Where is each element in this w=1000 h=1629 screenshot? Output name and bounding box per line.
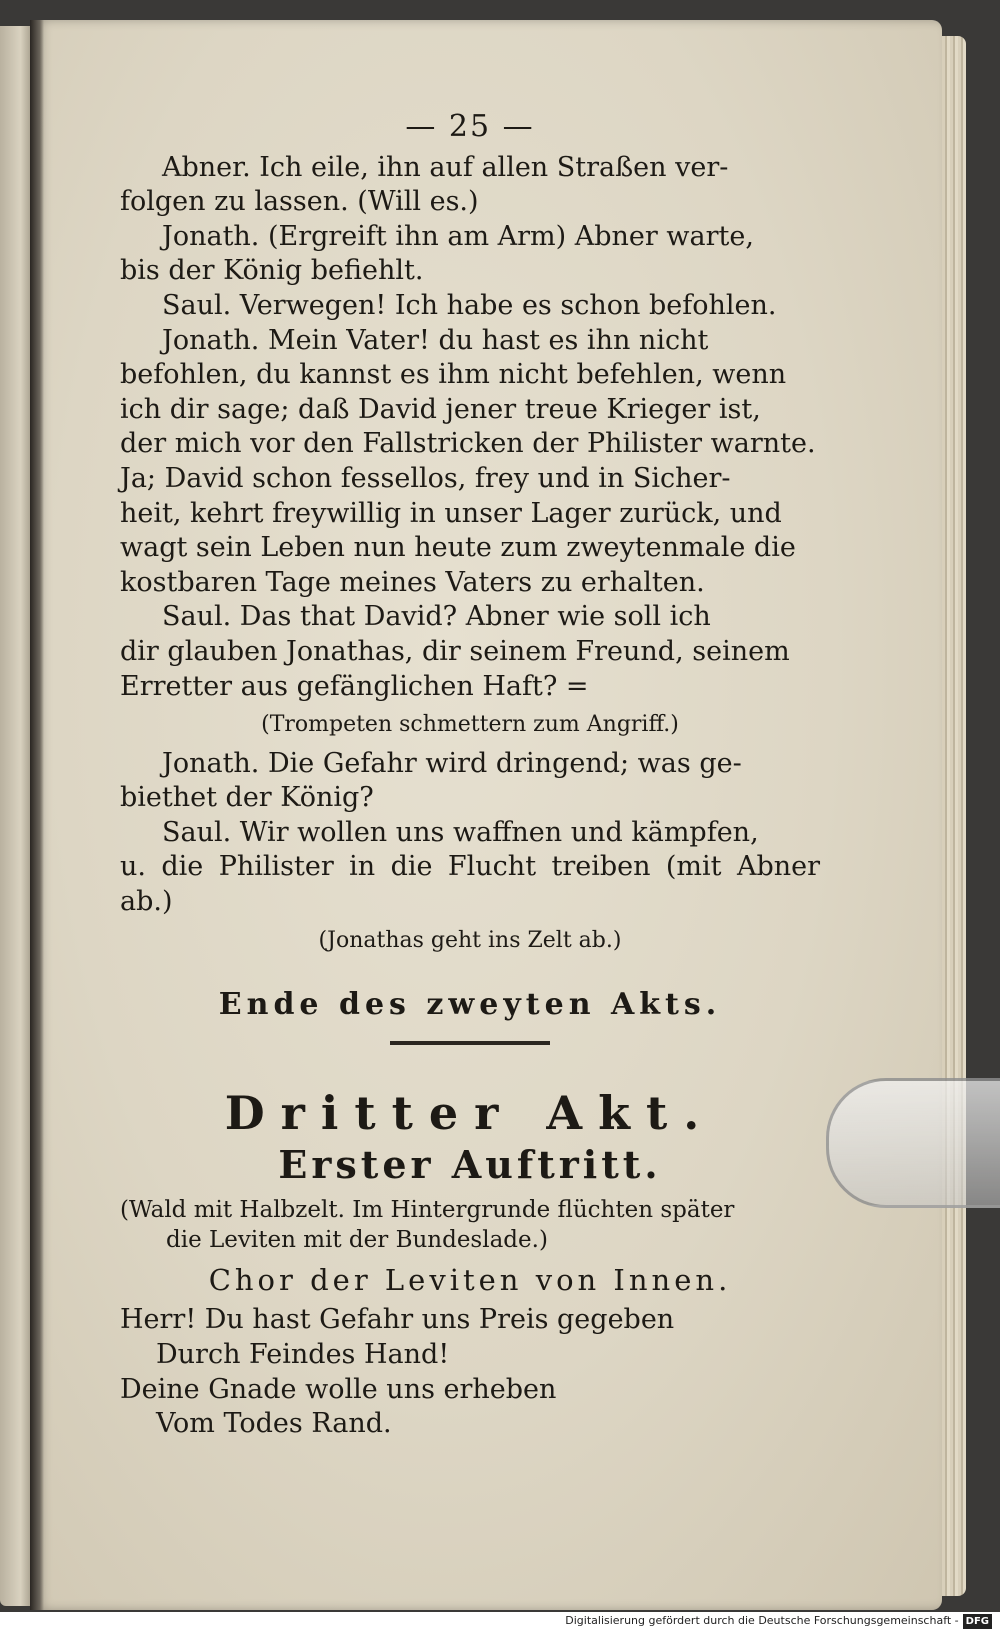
text-line: Saul. Wir wollen uns waffnen und kämpfen,	[162, 816, 759, 848]
text-line: befohlen, du kannst es ihm nicht befehlen, wenn	[120, 359, 787, 391]
verse-line: Vom Todes Rand.	[156, 1408, 392, 1440]
text-line: Saul. Verwegen! Ich habe es schon befohlen.	[162, 289, 777, 321]
dfg-logo: DFG	[963, 1614, 992, 1629]
text-line: der mich vor den Fallstricken der Philister warnte.	[120, 428, 816, 460]
text-line: wagt sein Leben nun heute zum zweytenmale die	[120, 532, 796, 564]
chorus-heading: Chor der Leviten von Innen.	[208, 1262, 732, 1297]
text-line: Ja; David schon fessellos, frey und in Sicher-	[120, 462, 731, 494]
text-line: bis der König befiehlt.	[120, 255, 424, 287]
text-line: Jonath. (Ergreift ihn am Arm) Abner warte,	[162, 220, 754, 252]
divider-rule	[390, 1041, 550, 1045]
text-line: heit, kehrt freywillig in unser Lager zurück, und	[120, 497, 782, 529]
stage-direction: (Trompeten schmettern zum Angriff.)	[261, 712, 679, 738]
act-title: Dritter Akt.	[224, 1085, 716, 1140]
text-line: ich dir sage; daß David jener treue Krieger ist,	[120, 393, 761, 425]
text-line: kostbaren Tage meines Vaters zu erhalten.	[120, 566, 705, 598]
page-number: — 25 —	[405, 109, 535, 144]
text-line: folgen zu lassen. (Will es.)	[120, 186, 479, 218]
text-line: dir glauben Jonathas, dir seinem Freund, seinem	[120, 635, 790, 667]
text-line: Jonath. Mein Vater! du hast es ihn nicht	[162, 324, 709, 356]
stage-direction-line: (Wald mit Halbzelt. Im Hintergrunde flüchten später	[120, 1196, 735, 1223]
stage-direction: (Jonathas geht ins Zelt ab.)	[318, 927, 622, 953]
text-line: biethet der König?	[120, 782, 374, 814]
facing-page-edge	[0, 26, 34, 1606]
footer-text: Digitalisierung gefördert durch die Deutsche Forschungsgemeinschaft -	[565, 1614, 959, 1627]
verse-line: Herr! Du hast Gefahr uns Preis gegeben	[120, 1304, 675, 1336]
text-line: u. die Philister in die Flucht treiben (mit Abner ab.)	[120, 851, 820, 918]
page-text	[120, 110, 820, 1442]
text-line: Erretter aus gefänglichen Haft? =	[120, 670, 589, 702]
act-end-heading: Ende des zweyten Akts.	[218, 987, 722, 1023]
stage-direction-line: die Leviten mit der Bundeslade.)	[166, 1226, 548, 1253]
funding-footer	[0, 1612, 1000, 1629]
scene-title: Erster Auftritt.	[278, 1141, 662, 1187]
page-holder-clip	[826, 1078, 1000, 1208]
verse-line: Durch Feindes Hand!	[156, 1339, 450, 1371]
book-gutter	[30, 20, 44, 1610]
text-line: Abner. Ich eile, ihn auf allen Straßen ver-	[162, 151, 729, 183]
text-line: Jonath. Die Gefahr wird dringend; was ge-	[162, 747, 742, 779]
text-line: Saul. Das that David? Abner wie soll ich	[162, 601, 711, 633]
verse-line: Deine Gnade wolle uns erheben	[120, 1373, 557, 1405]
